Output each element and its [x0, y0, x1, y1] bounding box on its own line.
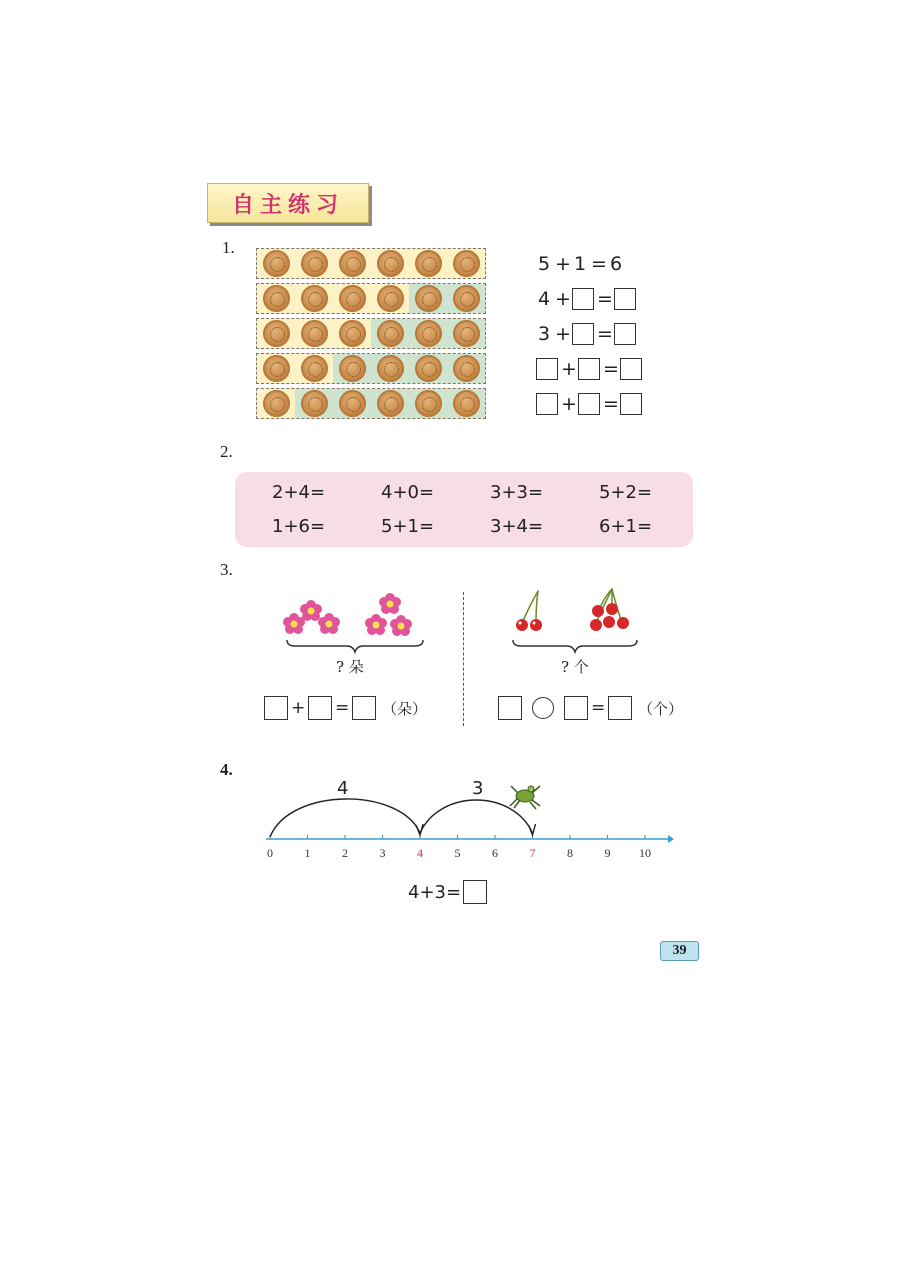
cookie-icon: [453, 285, 480, 312]
answer-box[interactable]: [608, 696, 632, 720]
cookie-row: [256, 283, 486, 314]
calc-item: 3+4=: [490, 516, 544, 537]
flower-icon: [283, 593, 412, 636]
cookie-icon: [301, 320, 328, 347]
number-line: [260, 775, 680, 870]
answer-box[interactable]: [578, 393, 600, 415]
cookie-row: [256, 248, 486, 279]
calc-item: 5+1=: [381, 516, 435, 537]
calc-item: 3+3=: [490, 482, 544, 503]
jump-label-1: 4: [337, 778, 349, 799]
axis-arrow: [668, 835, 674, 843]
cookie-icon: [263, 390, 290, 417]
cookie-icon: [415, 250, 442, 277]
calc-item: 2+4=: [272, 482, 326, 503]
equals-sign: =: [597, 288, 613, 310]
jump-label-2: 3: [472, 778, 484, 799]
plus-sign: +: [561, 358, 577, 380]
cookie-row: [256, 388, 486, 419]
example-equation: [536, 251, 624, 277]
cookie-icon: [415, 390, 442, 417]
example-eq: =: [591, 253, 607, 275]
cookie-icon: [339, 390, 366, 417]
answer-box[interactable]: [614, 323, 636, 345]
page-number: 39: [660, 941, 699, 961]
equation-text: 4+3=: [408, 881, 462, 903]
cherry-equation: [498, 696, 683, 720]
right-brace-icon: [511, 638, 639, 654]
question-number-1: 1.: [222, 238, 235, 257]
eq2-a: 4: [537, 288, 551, 310]
cookie-icon: [453, 320, 480, 347]
example-b: 1: [573, 253, 587, 275]
tick-label: 5: [454, 846, 461, 860]
equation-row-5: [536, 391, 642, 417]
question-number-3: 3.: [220, 560, 233, 579]
cookie-icon: [339, 320, 366, 347]
calc-item: 6+1=: [599, 516, 653, 537]
equals-sign: =: [335, 698, 350, 718]
example-result: 6: [609, 253, 623, 275]
answer-box[interactable]: [308, 696, 332, 720]
plus-sign: +: [561, 393, 577, 415]
tick-label: 4: [417, 846, 423, 860]
tick-label: 7: [529, 846, 536, 860]
equals-sign: =: [603, 358, 619, 380]
answer-box[interactable]: [463, 880, 487, 904]
answer-box[interactable]: [572, 323, 594, 345]
answer-box[interactable]: [536, 358, 558, 380]
plus-sign: +: [555, 323, 571, 345]
operator-circle[interactable]: [532, 697, 554, 719]
equation-row-3: [536, 321, 636, 347]
cookie-icon: [415, 285, 442, 312]
answer-box[interactable]: [264, 696, 288, 720]
cookie-icon: [339, 285, 366, 312]
answer-box[interactable]: [578, 358, 600, 380]
cookie-icon: [377, 250, 404, 277]
cookie-icon: [263, 355, 290, 382]
cookie-row: [256, 353, 486, 384]
cookie-icon: [377, 320, 404, 347]
cookie-icon: [301, 390, 328, 417]
answer-box[interactable]: [564, 696, 588, 720]
cookie-icon: [377, 390, 404, 417]
cherry-icon: [516, 589, 629, 631]
answer-box[interactable]: [620, 393, 642, 415]
tick-label: 0: [267, 846, 273, 860]
section-title-banner: 自主练习: [207, 183, 369, 223]
right-caption: ? 个: [561, 658, 589, 676]
eq3-a: 3: [537, 323, 551, 345]
cookie-icon: [263, 320, 290, 347]
tick-label: 1: [304, 846, 311, 860]
tick-label: 9: [604, 846, 611, 860]
cherries-illustration: [508, 585, 638, 635]
dashed-divider: [463, 592, 464, 726]
example-op: +: [555, 253, 571, 275]
question-number-4: 4.: [220, 760, 233, 779]
plus-sign: +: [291, 698, 306, 718]
arrowhead-2: [529, 824, 536, 835]
tick-label: 10: [639, 846, 651, 860]
example-a: 5: [537, 253, 551, 275]
cookie-icon: [263, 285, 290, 312]
cookie-icon: [301, 355, 328, 382]
tick-label: 6: [492, 846, 498, 860]
cookie-icon: [301, 285, 328, 312]
cookie-icon: [415, 355, 442, 382]
equals-sign: =: [591, 698, 606, 718]
cookie-icon: [377, 285, 404, 312]
calc-item: 4+0=: [381, 482, 435, 503]
number-line-equation: [408, 880, 487, 904]
flower-equation: [264, 696, 427, 720]
cookie-grid: [256, 248, 486, 423]
cookie-icon: [453, 355, 480, 382]
equation-row-4: [536, 356, 642, 382]
answer-box[interactable]: [620, 358, 642, 380]
calc-item: 5+2=: [599, 482, 653, 503]
flower-unit: （朵）: [382, 699, 428, 718]
cookie-icon: [453, 390, 480, 417]
tick-label: 2: [342, 846, 348, 860]
cookie-icon: [301, 250, 328, 277]
cookie-icon: [415, 320, 442, 347]
cookie-icon: [339, 355, 366, 382]
jump-arc-1: [270, 799, 420, 837]
answer-box[interactable]: [536, 393, 558, 415]
left-brace-icon: [285, 638, 425, 654]
cookie-icon: [263, 250, 290, 277]
left-caption: ? 朵: [336, 658, 364, 676]
cookie-icon: [453, 250, 480, 277]
answer-box[interactable]: [498, 696, 522, 720]
tick-label: 3: [379, 846, 386, 860]
calc-item: 1+6=: [272, 516, 326, 537]
cherry-unit: （个）: [638, 699, 684, 718]
cookie-icon: [377, 355, 404, 382]
equation-row-2: [536, 286, 636, 312]
calculation-panel: [235, 472, 693, 547]
plus-sign: +: [555, 288, 571, 310]
answer-box[interactable]: [572, 288, 594, 310]
question-number-2: 2.: [220, 442, 233, 461]
frog-icon: [506, 780, 544, 810]
equals-sign: =: [603, 393, 619, 415]
answer-box[interactable]: [614, 288, 636, 310]
cookie-row: [256, 318, 486, 349]
cookie-icon: [339, 250, 366, 277]
equals-sign: =: [597, 323, 613, 345]
answer-box[interactable]: [352, 696, 376, 720]
tick-label: 8: [567, 846, 573, 860]
